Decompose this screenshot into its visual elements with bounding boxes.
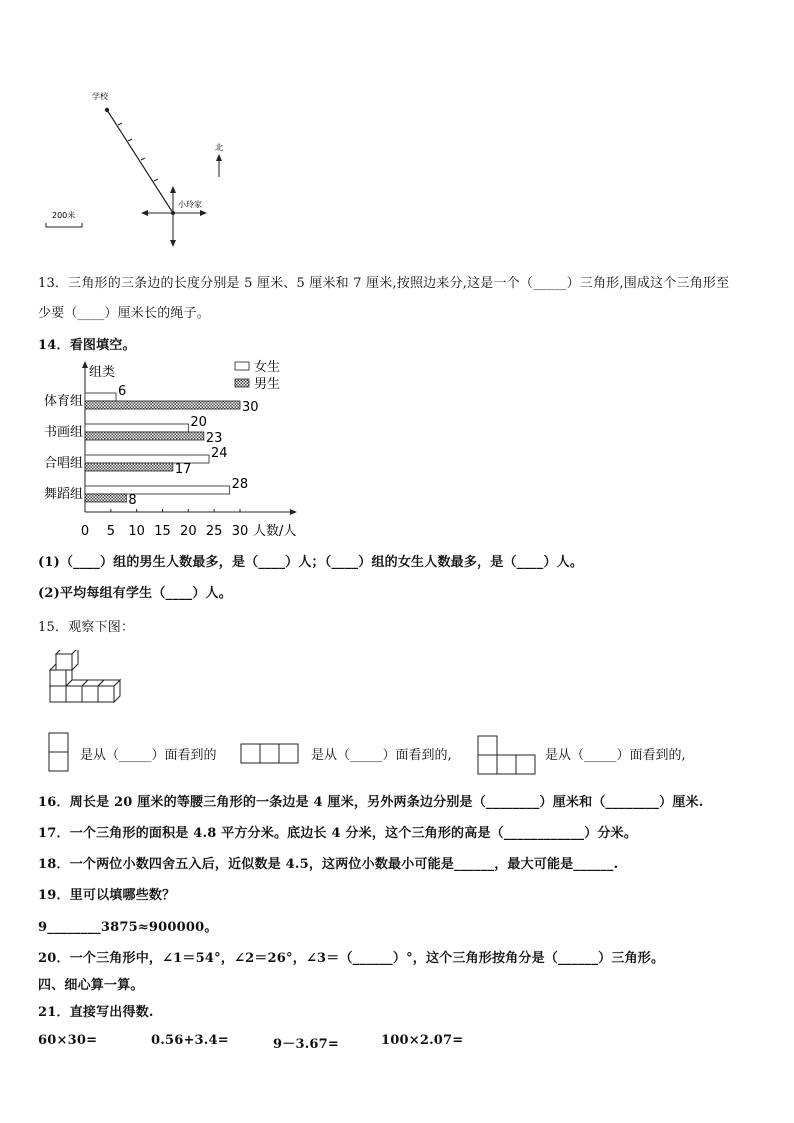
data-label: 6 [118,384,127,399]
legend-swatch [235,362,249,370]
q13-line1: 13．三角形的三条边的长度分别是 5 厘米、5 厘米和 7 厘米,按照边来分,这是一个（_____）三角形,围成这个三角形至 [38,276,730,291]
data-label: 23 [205,431,223,446]
view-shape-1 [48,732,70,774]
legend-label: 女生 [254,360,281,375]
q18: 18．一个两位小数四舍五入后，近似数是 4.5，这两位小数最小可能是______，最大可能是______. [38,857,619,872]
home-label: 小玲家 [178,200,202,209]
category-label: 体育组 [43,394,83,409]
q15-caption2: 是从（_____）面看到的, [311,748,452,763]
q15-caption3: 是从（_____）面看到的, [545,748,686,763]
q17: 17．一个三角形的面积是 4.8 平方分米。底边长 4 分米，这个三角形的高是（____________）分米。 [38,826,638,841]
q19-heading: 19．里可以填哪些数？ [38,888,176,903]
bar [85,432,204,440]
q13-line2: 少要（____）厘米长的绳子。 [38,306,211,321]
data-label: 17 [174,462,192,477]
legend-swatch [235,379,249,387]
legend-label: 男生 [254,377,281,392]
x-tick-label: 25 [205,524,223,539]
bar [85,393,116,401]
school-label: 学校 [92,92,108,101]
group-bar-chart [35,357,315,542]
bar [85,401,240,409]
x-axis-label: 人数/人 [253,524,297,539]
data-label: 24 [211,446,228,461]
map-figure [40,85,240,255]
category-label: 书画组 [43,425,83,440]
y-axis-label: 组类 [89,365,116,380]
q21-item: 0.56+3.4= [151,1033,229,1048]
north-label: 北 [215,143,223,152]
bar [85,494,126,502]
bar [85,424,188,432]
q21-item: 9－3.67= [273,1037,340,1052]
data-label: 28 [231,477,249,492]
category-label: 合唱组 [43,456,83,471]
q21-item: 60×30= [38,1033,98,1048]
data-label: 8 [128,493,137,508]
scale-bar [46,223,82,227]
q14-heading: 14．看图填空。 [38,338,136,353]
q21-heading: 21．直接写出得数. [38,1005,154,1020]
x-tick-label: 10 [128,524,145,539]
scale-label: 200米 [52,211,76,220]
data-label: 30 [242,400,259,415]
x-tick-label: 5 [106,524,115,539]
x-axis-arrow-icon [290,509,297,515]
q21-item: 100×2.07= [381,1033,464,1048]
x-tick-label: 0 [80,524,90,539]
view-shape-3 [477,734,539,778]
q20: 20．一个三角形中，∠1＝54°，∠2＝26°，∠3＝（______）°，这个三角形按角分是（______）三角形。 [38,951,665,966]
q16: 16．周长是 20 厘米的等腰三角形的一条边是 4 厘米，另外两条边分别是（________）厘米和（________）厘米. [38,795,704,810]
q15-heading: 15．观察下图： [38,620,135,635]
x-tick-label: 15 [154,524,171,539]
x-tick-label: 20 [180,524,197,539]
q15-caption1: 是从（_____）面看到的 [80,748,217,763]
x-tick-label: 30 [231,524,249,539]
y-axis-arrow-icon [82,361,88,368]
cube-stack-figure [44,650,124,706]
view-shape-2 [240,742,302,766]
section-4-heading: 四、细心算一算。 [38,978,144,993]
route-line [107,110,173,213]
bar [85,486,230,494]
bar [85,463,173,471]
q14-sub1: (1)（____）组的男生人数最多，是（____）人；（____）组的女生人数最多，是（____）人。 [38,555,584,570]
category-label: 舞蹈组 [43,487,83,502]
q14-sub2: (2)平均每组有学生（____）人。 [38,586,232,601]
home-point [171,211,175,215]
q19-expression: 9________3875≈900000。 [38,920,218,935]
data-label: 20 [190,415,207,430]
